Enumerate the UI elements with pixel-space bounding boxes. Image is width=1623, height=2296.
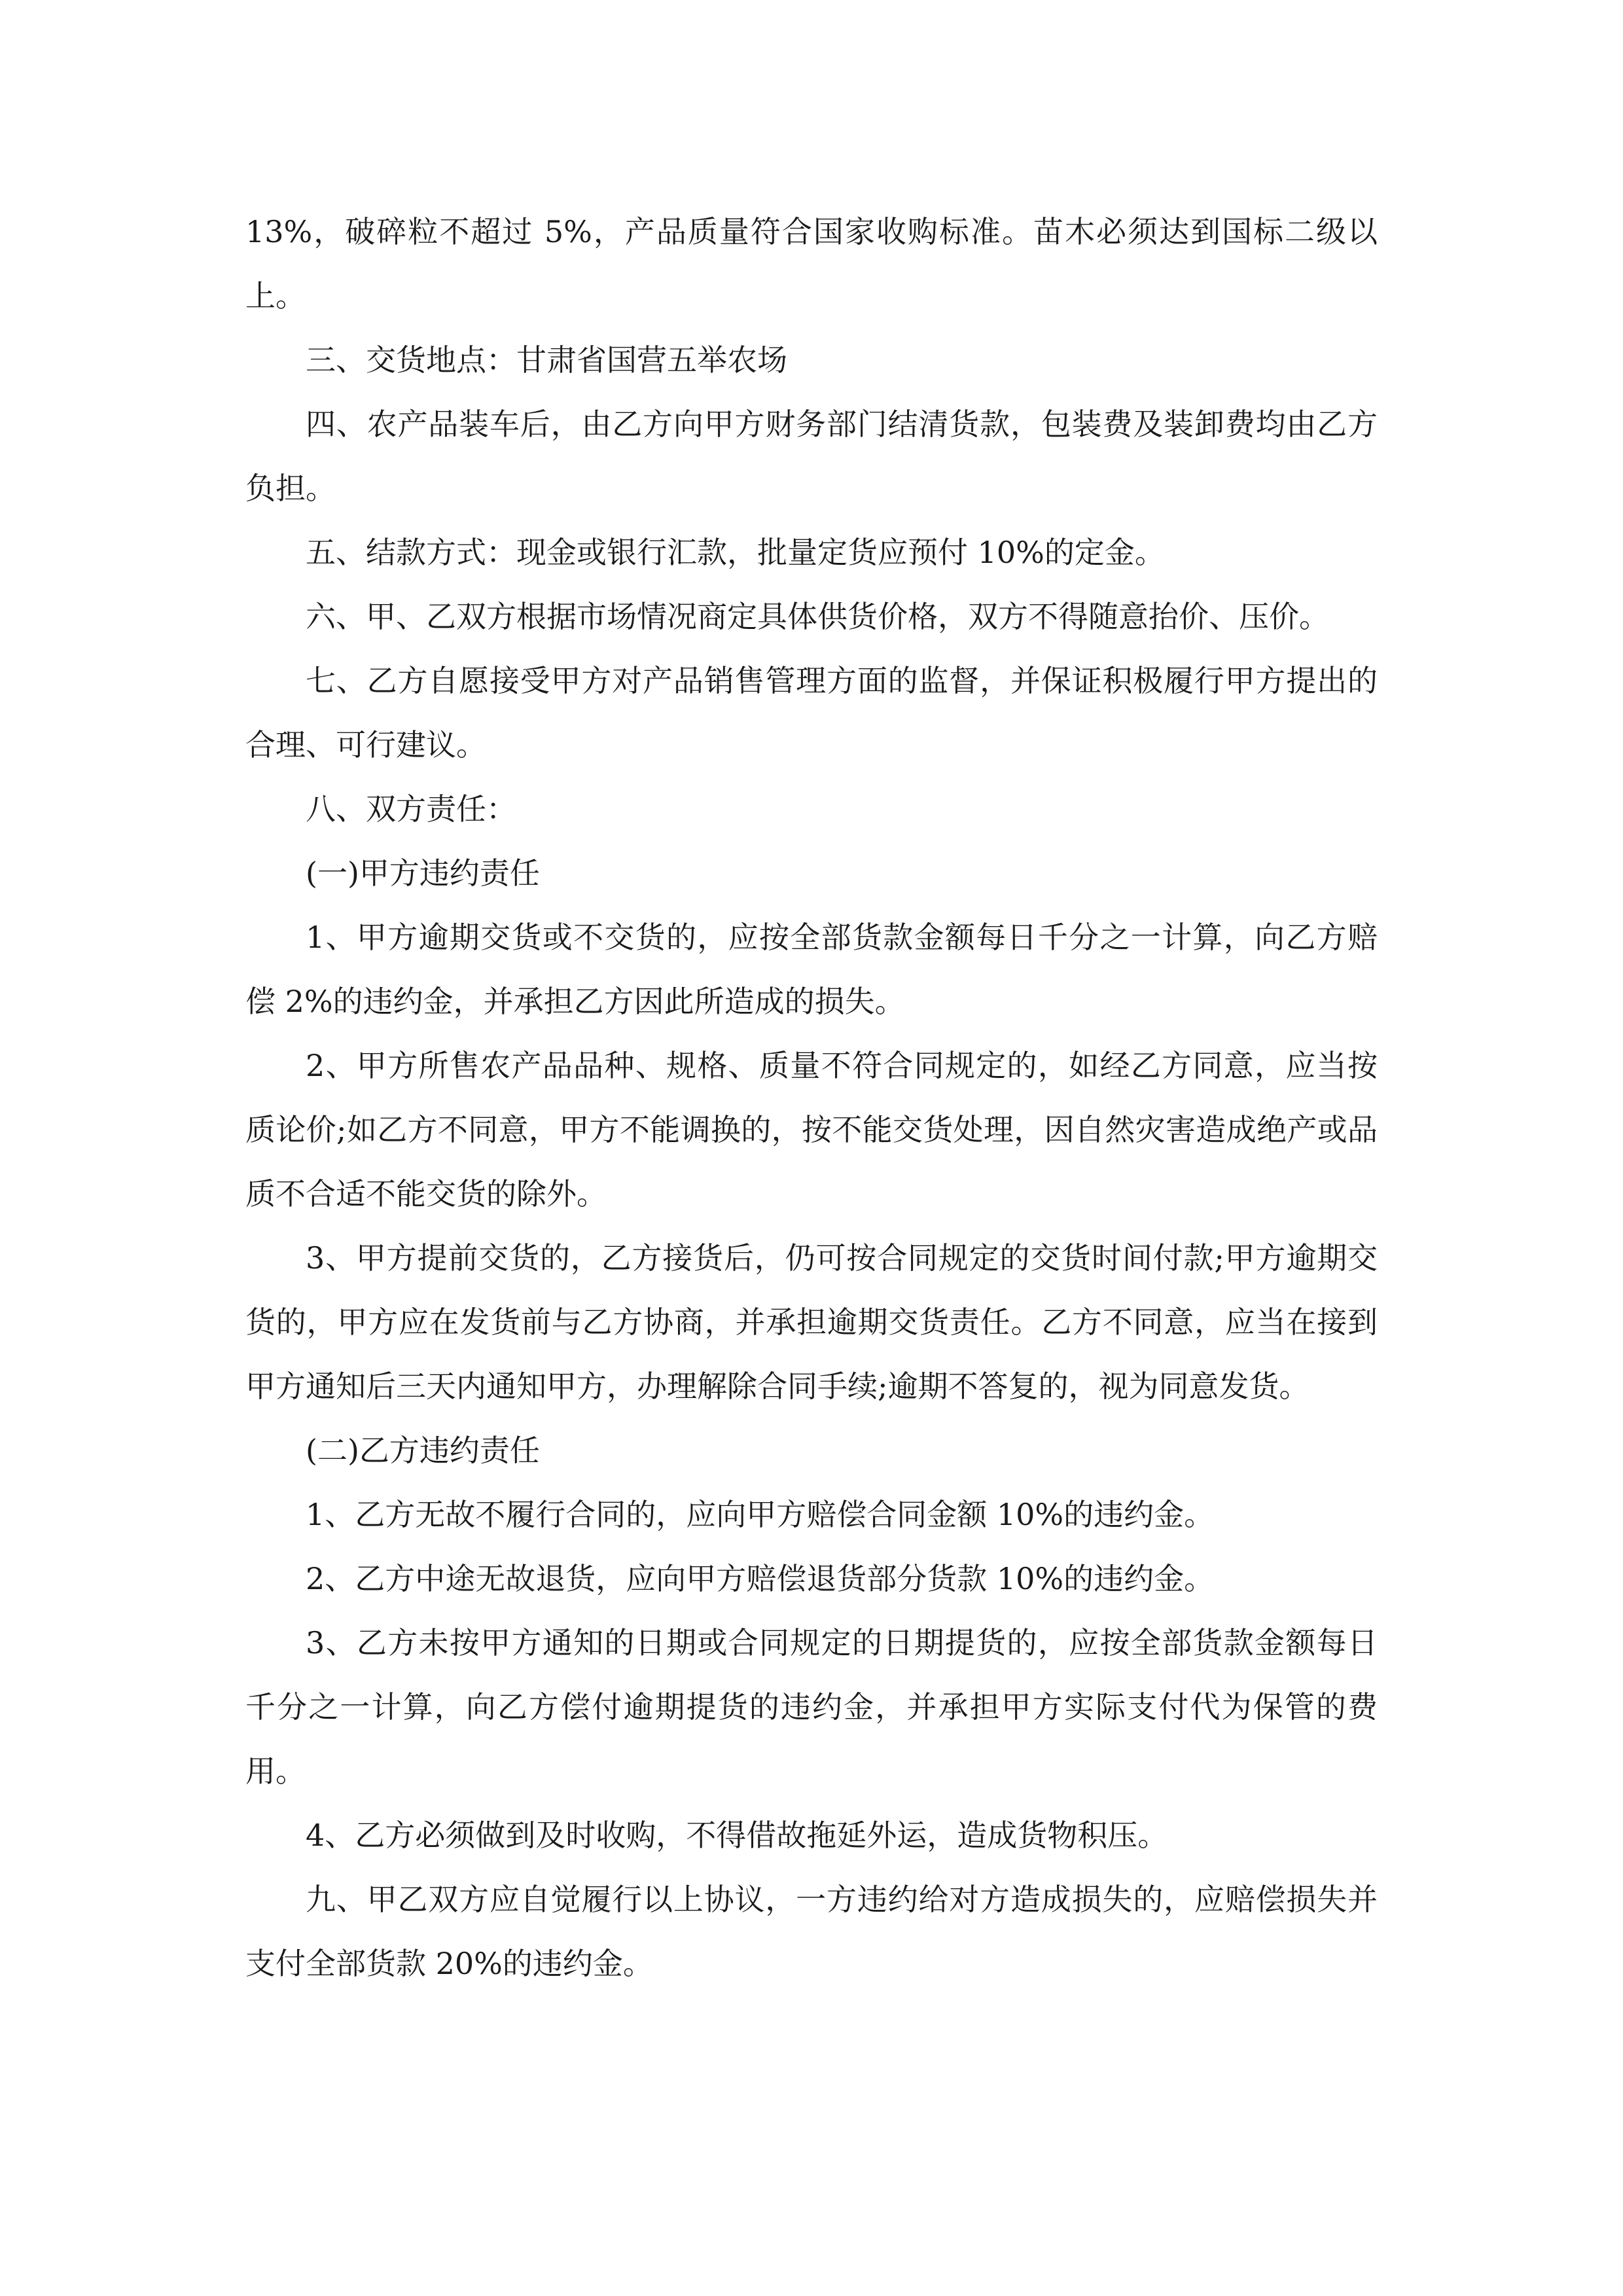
- paragraph-clause-8-responsibilities: 八、双方责任：: [306, 791, 516, 827]
- paragraph-party-a-item-2: 2、甲方所售农产品品种、规格、质量不符合同规定的，如经乙方同意，应当按质论价;如乙方不同意，甲方不能调换的，按不能交货处理，因自然灾害造成绝产或品质不合适不能交货的除外。: [245, 1048, 1378, 1211]
- paragraph-party-b-item-1: 1、乙方无故不履行合同的，应向甲方赔偿合同金额 10%的违约金。: [306, 1497, 1215, 1532]
- paragraph-clause-3-delivery-location: 三、交货地点：甘肃省国营五举农场: [306, 342, 787, 378]
- paragraph-clause-9-performance: 九、甲乙双方应自觉履行以上协议，一方违约给对方造成损失的，应赔偿损失并支付全部货款 20%的违约金。: [245, 1882, 1378, 1981]
- paragraph-clause-5-payment-method: 五、结款方式：现金或银行汇款，批量定货应预付 10%的定金。: [306, 535, 1165, 570]
- paragraph-party-a-breach-heading: (一)甲方违约责任: [306, 855, 540, 891]
- paragraph-party-b-item-3: 3、乙方未按甲方通知的日期或合同规定的日期提货的，应按全部货款金额每日千分之一计算，向乙方偿付逾期提货的违约金，并承担甲方实际支付代为保管的费用。: [245, 1625, 1378, 1789]
- paragraph-party-b-item-2: 2、乙方中途无故退货，应向甲方赔偿退货部分货款 10%的违约金。: [306, 1561, 1215, 1596]
- paragraph-party-a-item-3: 3、甲方提前交货的，乙方接货后，仍可按合同规定的交货时间付款;甲方逾期交货的，甲方应在发货前与乙方协商，并承担逾期交货责任。乙方不同意，应当在接到甲方通知后三天内通知甲方，办理解除合同手续;逾期不答复的，视为同意发货。: [245, 1240, 1378, 1404]
- paragraph-clause-4-settlement: 四、农产品装车后，由乙方向甲方财务部门结清货款，包装费及装卸费均由乙方负担。: [245, 406, 1378, 506]
- paragraph-party-b-item-4: 4、乙方必须做到及时收购，不得借故拖延外运，造成货物积压。: [306, 1818, 1168, 1853]
- document-body: [245, 200, 1378, 1996]
- paragraph-clause-6-pricing: 六、甲、乙双方根据市场情况商定具体供货价格，双方不得随意抬价、压价。: [306, 599, 1329, 634]
- paragraph-party-b-breach-heading: (二)乙方违约责任: [306, 1433, 540, 1468]
- paragraph-clause-7-supervision: 七、乙方自愿接受甲方对产品销售管理方面的监督，并保证积极履行甲方提出的合理、可行建议。: [245, 663, 1378, 762]
- paragraph-quality-continued: 13%，破碎粒不超过 5%，产品质量符合国家收购标准。苗木必须达到国标二级以上。: [245, 214, 1378, 314]
- paragraph-party-a-item-1: 1、甲方逾期交货或不交货的，应按全部货款金额每日千分之一计算，向乙方赔偿 2%的违约金，并承担乙方因此所造成的损失。: [245, 920, 1378, 1019]
